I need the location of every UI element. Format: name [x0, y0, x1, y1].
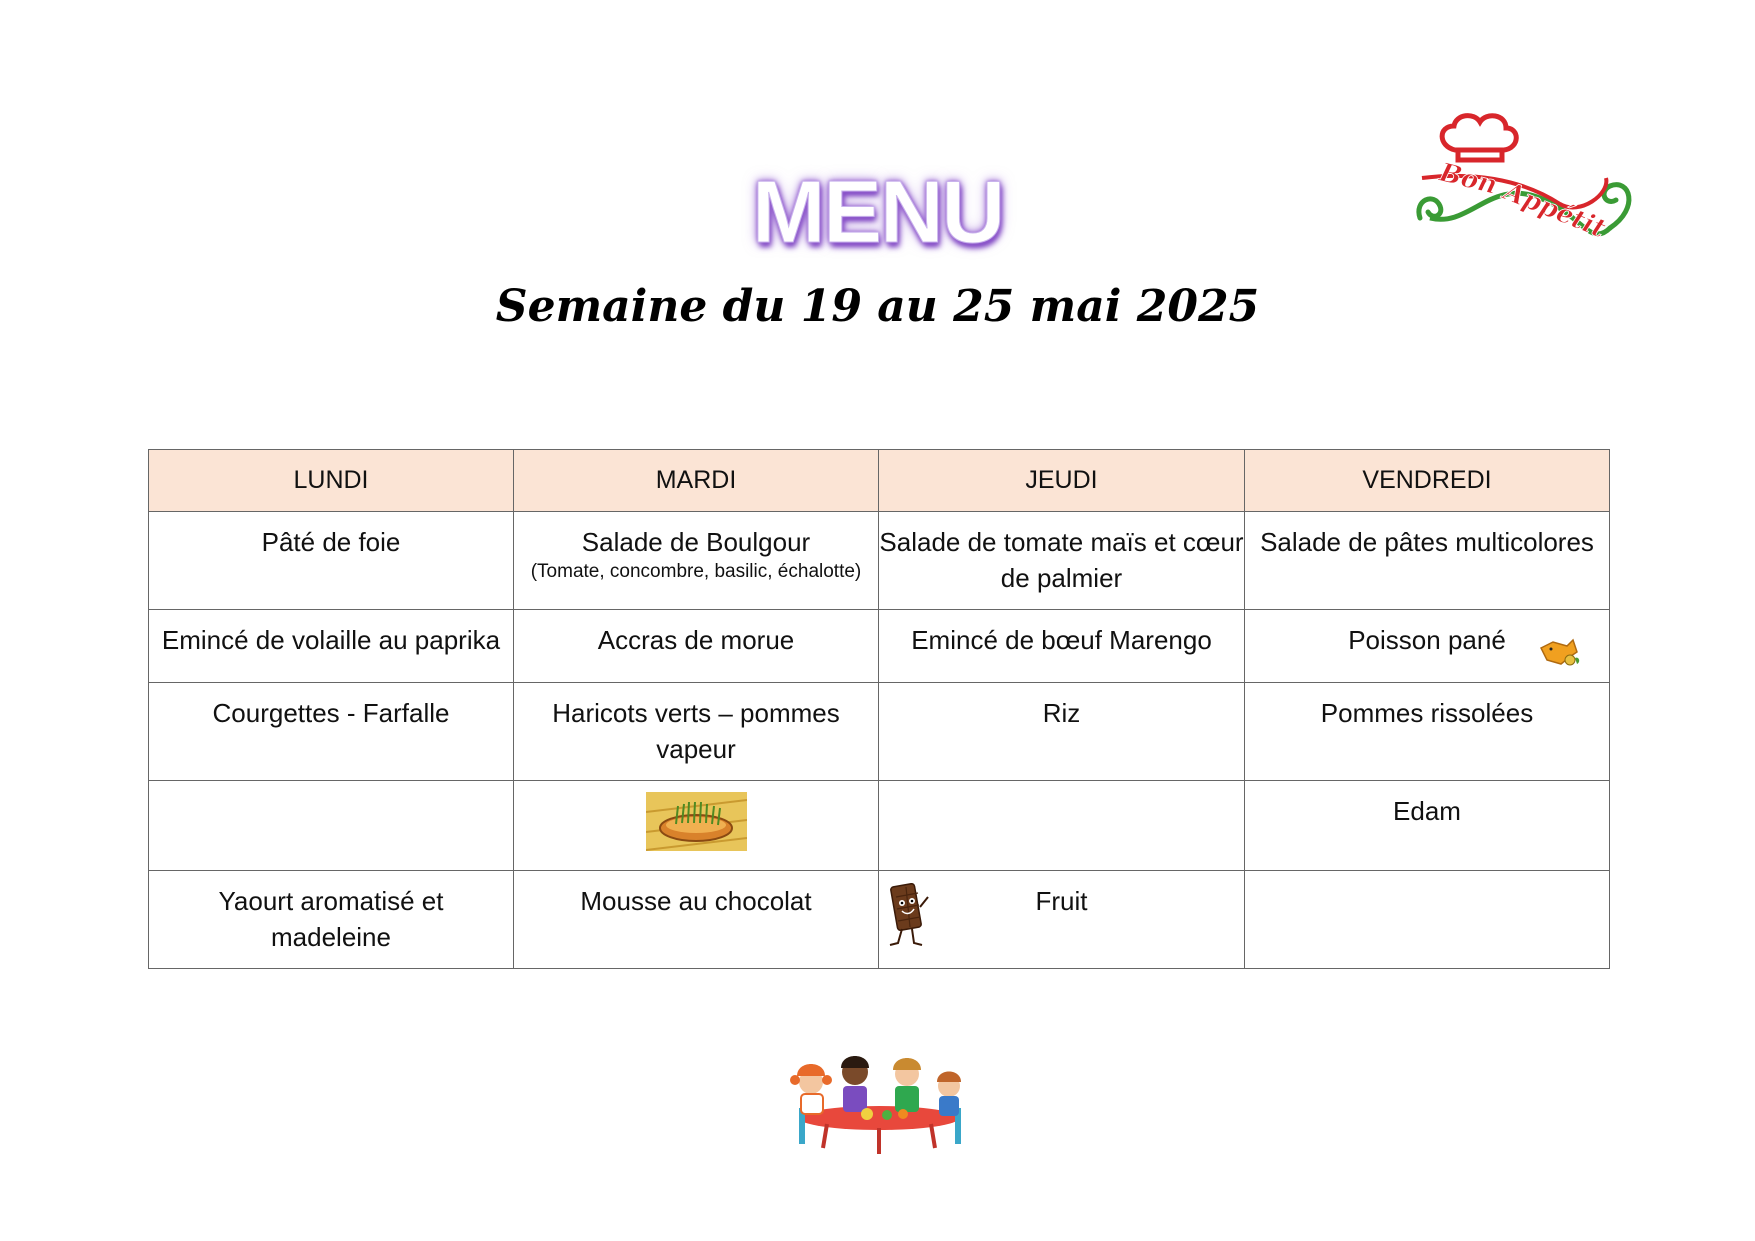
table-row-entree [149, 512, 1610, 610]
cell-mardi-dessert: Mousse au chocolat [514, 871, 879, 969]
cell-jeudi-entree [879, 512, 1245, 610]
dish-name: Fruit [1035, 886, 1088, 916]
cell-vendredi-entree: Salade de pâtes multicolores [1245, 512, 1610, 610]
header-lundi: LUNDI [149, 450, 514, 512]
page-title: MENU [751, 162, 1004, 261]
chef-hat-logo-icon [1410, 108, 1640, 268]
cell-mardi-entree [514, 512, 879, 610]
cell-vendredi-fromage: Edam [1245, 781, 1610, 871]
bowl-of-vegetables-icon [646, 792, 747, 851]
dish-name: Salade de tomate maïs et cœur de palmier [879, 527, 1244, 593]
svg-text:Bon: Bon [1436, 157, 1501, 201]
cell-lundi-entree: Pâté de foie [149, 512, 514, 610]
cell-mardi-plat: Accras de morue [514, 610, 879, 683]
header-mardi: MARDI [514, 450, 879, 512]
cell-jeudi-fromage [879, 781, 1245, 871]
cell-mardi-accompagnement [514, 683, 879, 781]
week-subtitle: Semaine du 19 au 25 mai 2025 [495, 281, 1260, 332]
children-at-table-icon [757, 1016, 1002, 1184]
cell-jeudi-dessert [879, 871, 1245, 969]
fish-icon [1537, 634, 1583, 670]
dish-note: (Tomate, concombre, basilic, échalotte) [530, 561, 862, 582]
dish-name: Salade de Boulgour [581, 527, 811, 557]
svg-text:Appétit: Appétit [1499, 176, 1610, 245]
cell-lundi-accompagnement: Courgettes - Farfalle [149, 683, 514, 781]
cell-jeudi-accompagnement: Riz [879, 683, 1245, 781]
menu-table [148, 449, 1610, 969]
table-row-accompagnement [149, 683, 1610, 781]
table-header-row [149, 450, 1610, 512]
dish-name: Yaourt aromatisé et madeleine [218, 886, 444, 952]
cell-vendredi-accompagnement: Pommes rissolées [1245, 683, 1610, 781]
cell-mardi-fromage [514, 781, 879, 871]
cell-vendredi-dessert [1245, 871, 1610, 969]
chocolate-bar-character-icon [884, 881, 932, 951]
cell-vendredi-plat [1245, 610, 1610, 683]
dish-name: Haricots verts – pommes vapeur [552, 698, 840, 764]
cell-lundi-plat: Emincé de volaille au paprika [149, 610, 514, 683]
dish-name: Poisson pané [1348, 625, 1506, 655]
header-jeudi: JEUDI [879, 450, 1245, 512]
header-vendredi: VENDREDI [1245, 450, 1610, 512]
cell-jeudi-plat: Emincé de bœuf Marengo [879, 610, 1245, 683]
table-row-plat [149, 610, 1610, 683]
cell-lundi-dessert [149, 871, 514, 969]
cell-lundi-fromage [149, 781, 514, 871]
table-row-dessert [149, 871, 1610, 969]
table-row-fromage [149, 781, 1610, 871]
